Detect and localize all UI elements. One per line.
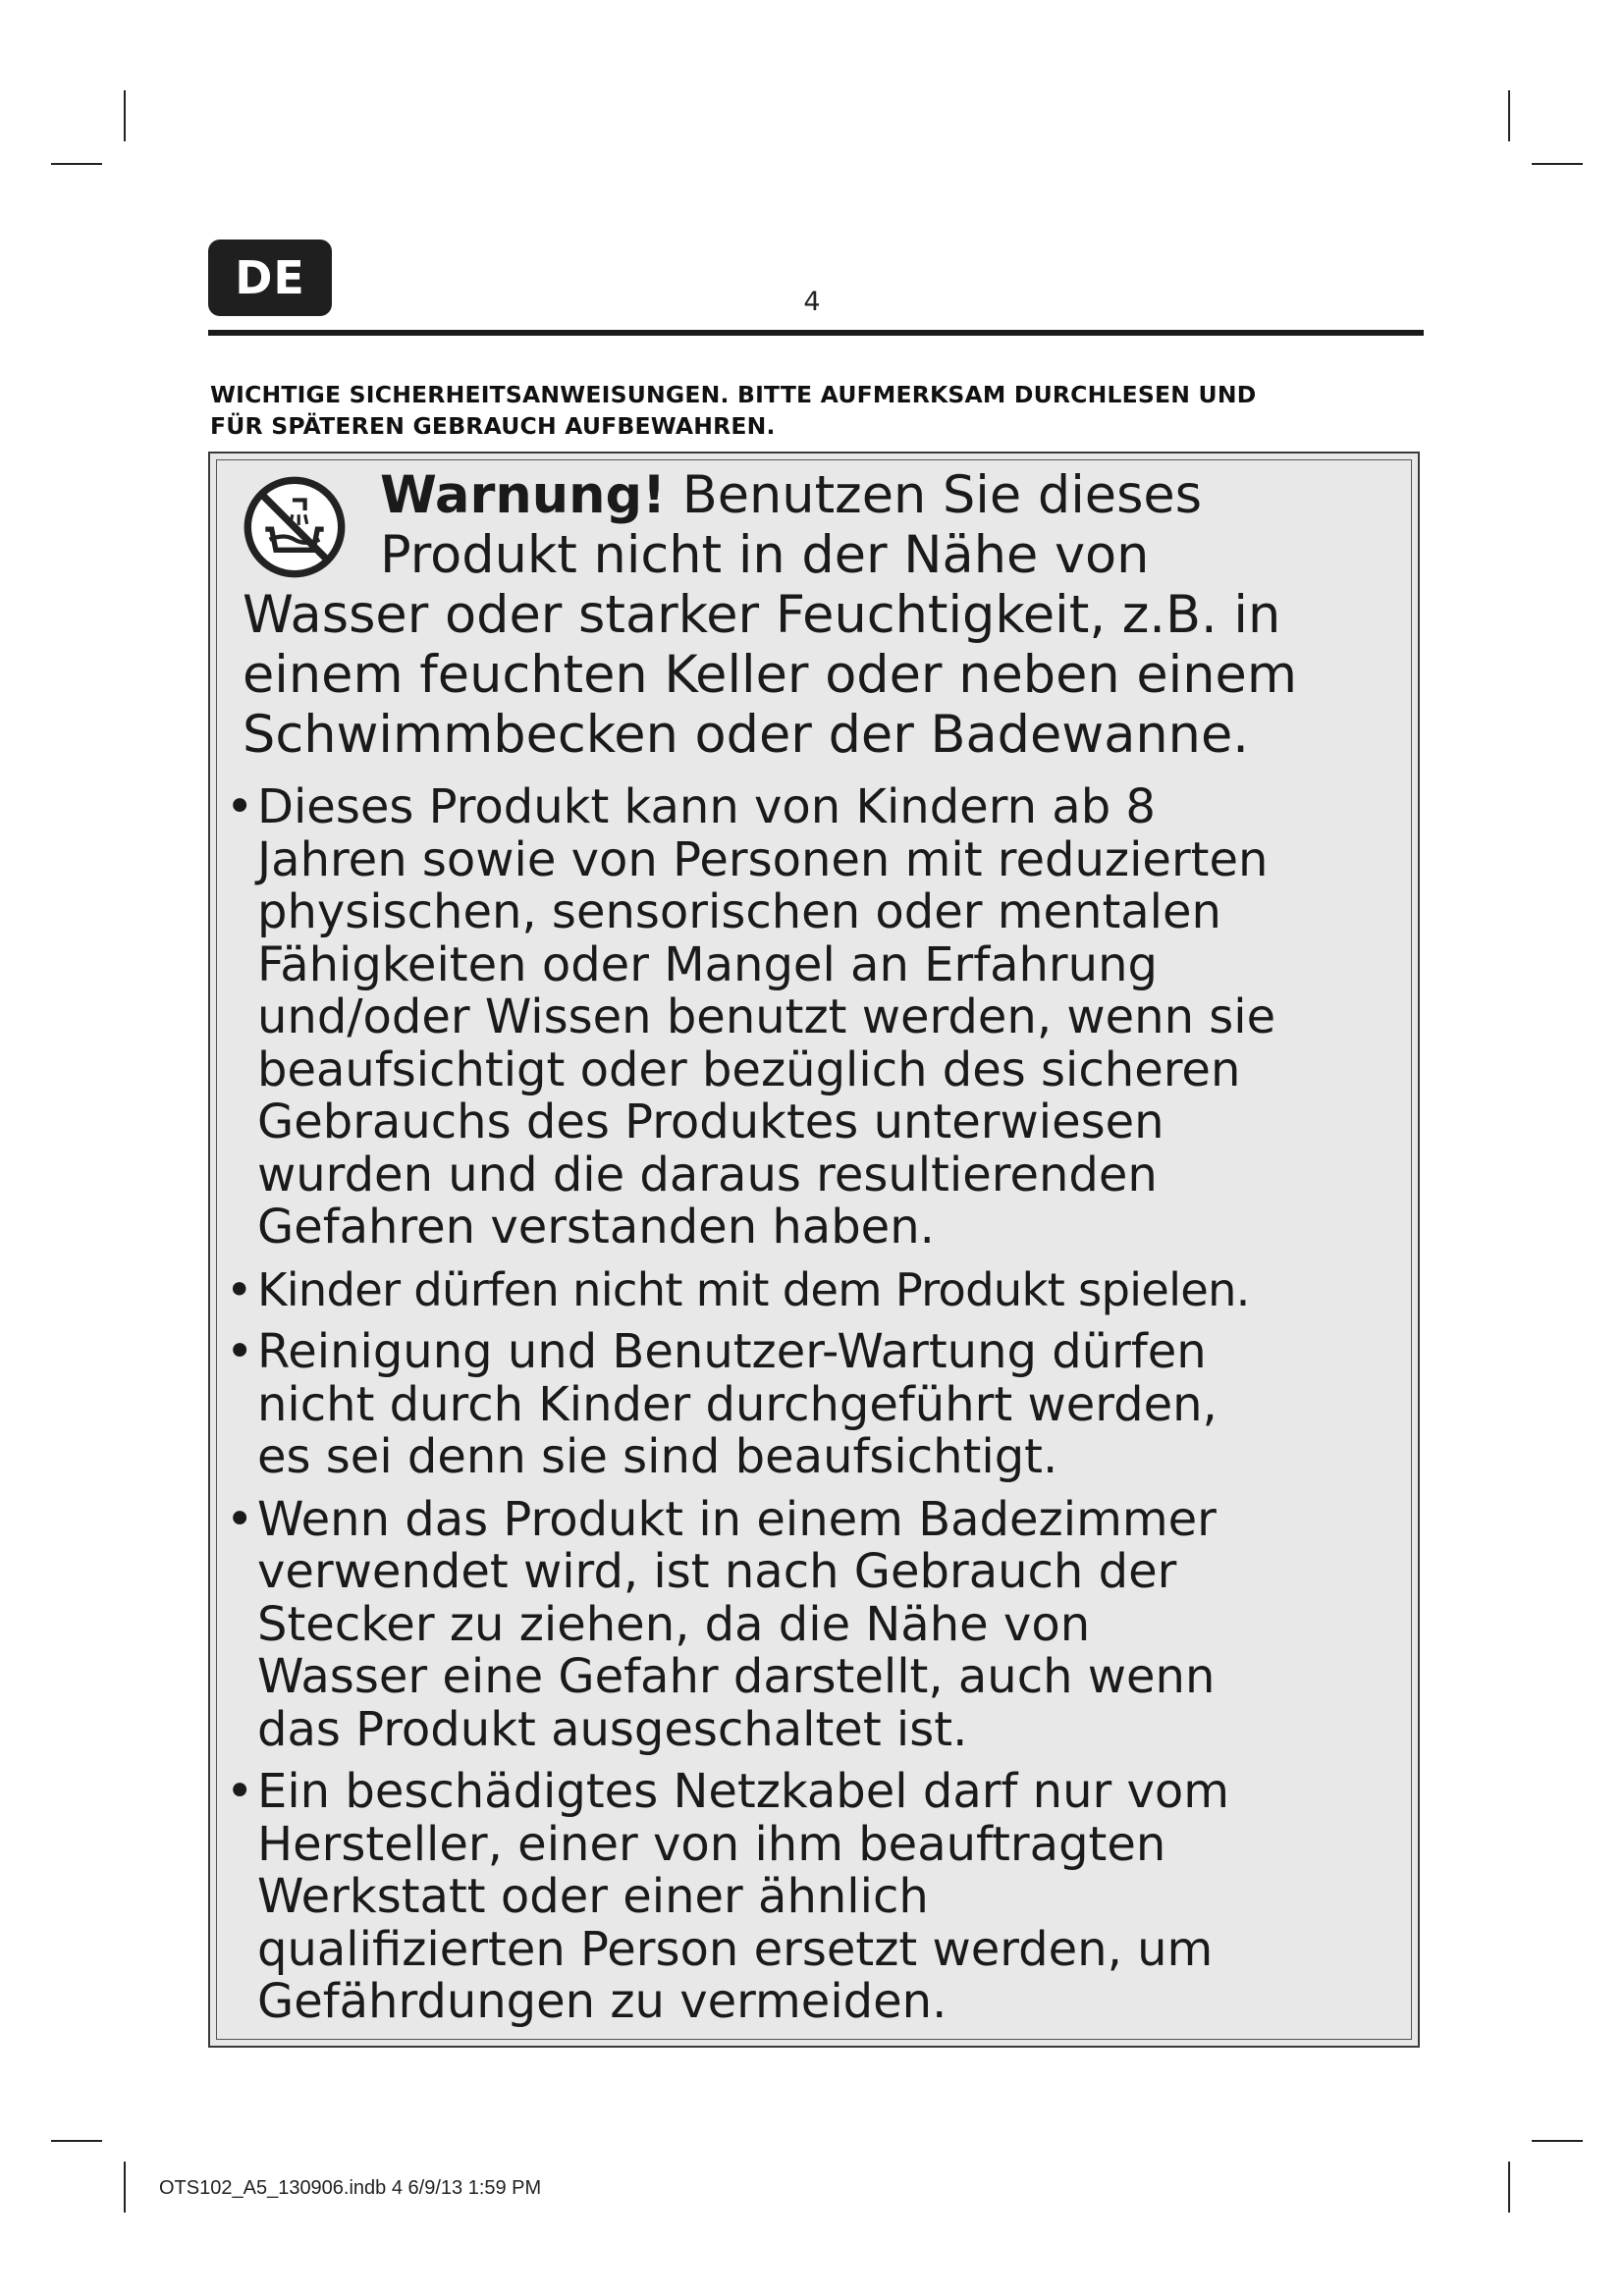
bullet-line: Dieses Produkt kann von Kindern ab 8 — [257, 779, 1156, 834]
bullet-line: und/oder Wissen benutzt werden, wenn sie — [257, 989, 1276, 1044]
crop-mark-top-left-horizontal — [51, 163, 102, 165]
header-rule — [208, 330, 1424, 336]
page-number: 4 — [803, 287, 821, 317]
warning-box — [208, 452, 1420, 2048]
bullet-cleaning — [224, 1326, 1412, 1484]
bullet-line: Fähigkeiten oder Mangel an Erfahrung — [257, 936, 1158, 992]
bullet-line: wurden und die daraus resultierenden — [257, 1147, 1158, 1202]
bullet-line: beaufsichtigt oder bezüglich des sicheren — [257, 1041, 1241, 1097]
crop-mark-bottom-left-horizontal — [51, 2140, 102, 2142]
bullet-bathroom — [224, 1491, 1412, 1757]
bullet-line: Reinigung und Benutzer-Wartung dürfen — [257, 1324, 1207, 1379]
bullet-line: Gefahren verstanden haben. — [257, 1200, 935, 1255]
safety-heading-line: FÜR SPÄTEREN GEBRAUCH AUFBEWAHREN. — [210, 412, 776, 440]
bullet-line: nicht durch Kinder durchgeführt werden, — [257, 1376, 1218, 1432]
bullet-line: Kinder dürfen nicht mit dem Produkt spielen. — [257, 1262, 1250, 1316]
bullet-dot: • — [226, 1262, 252, 1316]
bullet-line: Jahren sowie von Personen mit reduzierten — [257, 831, 1269, 887]
bullet-no-play — [224, 1264, 1412, 1317]
bullet-child-usage — [224, 781, 1412, 1255]
bullet-line: qualifizierten Person ersetzt werden, um — [257, 1921, 1214, 1977]
bullet-dot: • — [226, 1764, 254, 1819]
crop-mark-top-left-vertical — [124, 90, 126, 141]
bullet-line: physischen, sensorischen oder mentalen — [257, 884, 1221, 939]
warning-first-line-text: Benutzen Sie dieses — [666, 465, 1203, 525]
language-badge: DE — [208, 240, 332, 316]
bullet-line: Hersteller, einer von ihm beauftragten — [257, 1816, 1166, 1872]
bullet-line: Gebrauchs des Produktes unterwiesen — [257, 1095, 1164, 1149]
warning-first-line — [243, 465, 1391, 525]
warning-label: Warnung! — [380, 465, 667, 525]
bullet-line: Stecker zu ziehen, da die Nähe von — [257, 1596, 1091, 1652]
bullet-line: Gefährdungen zu vermeiden. — [257, 1974, 947, 2029]
bullet-line: Ein beschädigtes Netzkabel darf nur vom — [257, 1764, 1230, 1819]
bullet-line: das Produkt ausgeschaltet ist. — [257, 1701, 968, 1757]
bullet-line: Wasser eine Gefahr darstellt, auch wenn — [257, 1649, 1216, 1704]
safety-heading — [210, 379, 1424, 442]
bullet-dot: • — [226, 1491, 254, 1547]
bullet-dot: • — [226, 1324, 254, 1379]
crop-mark-bottom-left-vertical — [124, 2162, 126, 2213]
bullet-line: es sei denn sie sind beaufsichtigt. — [257, 1429, 1058, 1484]
bullet-power-cord — [224, 1766, 1412, 2029]
warning-line: Schwimmbecken oder der Badewanne. — [243, 705, 1249, 765]
bullet-line: Werkstatt oder einer ähnlich — [257, 1869, 929, 1924]
crop-mark-bottom-right-vertical — [1508, 2162, 1510, 2213]
bullet-dot: • — [226, 779, 254, 834]
print-slug: OTS102_A5_130906.indb 4 6/9/13 1:59 PM — [159, 2177, 542, 2199]
warning-second-line: Produkt nicht in der Nähe von — [380, 525, 1150, 585]
warning-bullet-list — [224, 781, 1412, 2039]
warning-line: einem feuchten Keller oder neben einem — [243, 645, 1297, 705]
crop-mark-bottom-right-horizontal — [1532, 2140, 1583, 2142]
bullet-line: verwendet wird, ist nach Gebrauch der — [257, 1544, 1177, 1599]
bullet-line: Wenn das Produkt in einem Badezimmer — [257, 1491, 1217, 1547]
crop-mark-top-right-horizontal — [1532, 163, 1583, 165]
crop-mark-top-right-vertical — [1508, 90, 1510, 141]
warning-intro — [243, 465, 1391, 765]
warning-line: Wasser oder starker Feuchtigkeit, z.B. in — [243, 585, 1281, 645]
safety-heading-line: WICHTIGE SICHERHEITSANWEISUNGEN. BITTE AUFMERKSAM DURCHLESEN UND — [210, 381, 1257, 408]
